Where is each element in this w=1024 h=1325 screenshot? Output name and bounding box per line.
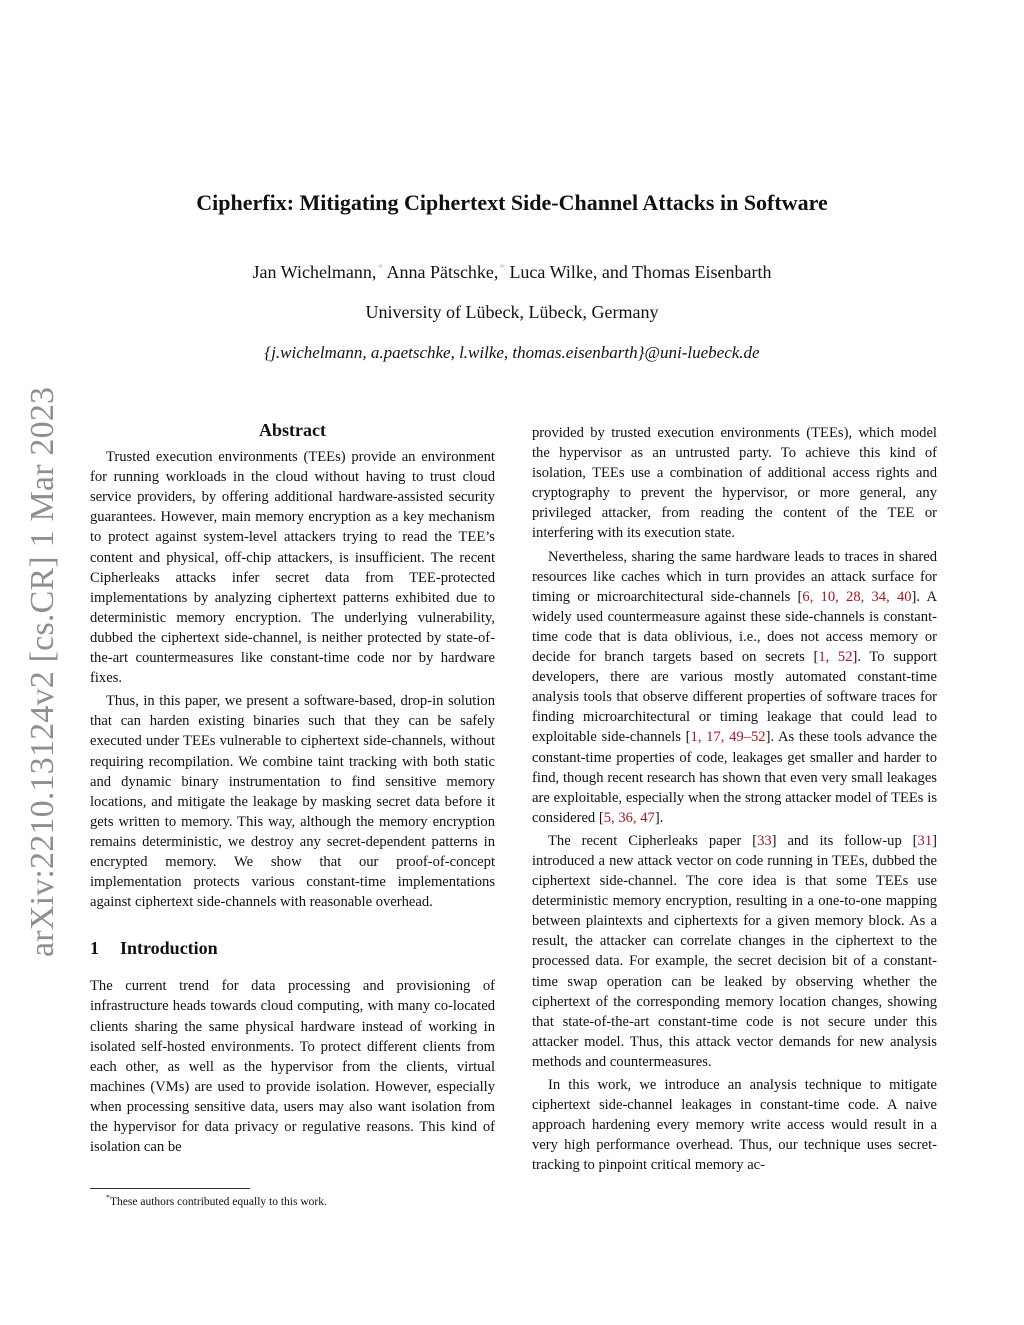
citation-link[interactable]: 1, 52 <box>818 649 853 666</box>
author-list <box>100 262 924 283</box>
author-name: Anna Pätschke, <box>386 262 499 282</box>
body-paragraph: The current trend for data processing and provisioning of infrastructure heads towards cloud computing, with many co-located clients sharing the same physical hardware instead of working in isolated self-hosted environments. To protect different clients from each other, as well as the hypervisor from the clients, virtual machines (VMs) are used to provide isolation. However, especially when processing sensitive data, users may also want isolation from the hypervisor for data privacy or regulative reasons. This kind of isolation can be <box>90 978 495 1156</box>
citation-link[interactable]: 5, 36, 47 <box>603 809 655 826</box>
left-column <box>90 420 495 1157</box>
arxiv-identifier: arXiv:2210.13124v2 [cs.CR] 1 Mar 2023 <box>24 386 61 958</box>
citation-link[interactable]: 6, 10, 28, 34, 40 <box>802 588 912 605</box>
paper-title: Cipherfix: Mitigating Ciphertext Side-Channel Attacks in Software <box>196 190 828 215</box>
body-paragraph: The recent Cipherleaks paper [33] and its follow-up [31] introduced a new attack vector on code running in TEEs, dubbed the ciphertext side-channel. The core idea is that some TEEs use deterministic memory encryption, resulting in a one-to-one mapping between plaintexts and ciphertexts for a given memory block. As a result, the attacker can correlate changes in the ciphertext to the processed data. For example, the secret decision bit of a constant-time swap operation can be leaked by observing whether the ciphertext of the corresponding memory location changes, showing that state-of-the-art constant-time code is not secure under this attacker model. Thus, this attack vector demands for new analysis methods and countermeasures. <box>532 832 938 1070</box>
footnote-text: These authors contributed equally to this work. <box>110 1195 327 1208</box>
equal-contribution-marker: * <box>499 262 505 274</box>
footnote <box>90 1193 495 1208</box>
footnote-marker: * <box>106 1193 110 1202</box>
citation-link[interactable]: 33 <box>757 832 772 849</box>
author-name: Jan Wichelmann, <box>252 262 377 282</box>
section-title: Introduction <box>120 938 218 959</box>
body-paragraph: provided by trusted execution environments (TEEs), which model the hypervisor as an untrusted party. To achieve this kind of isolation, TEEs use a combination of additional access rights and cryptography to prevent the hypervisor, or more general, any privileged attacker, from reading the content of the TEE or interfering with its execution state. <box>532 425 937 542</box>
abstract-heading: Abstract <box>259 420 326 440</box>
footnote-divider <box>90 1188 250 1189</box>
citation-link[interactable]: 31 <box>917 832 933 849</box>
abstract-paragraph: Trusted execution environments (TEEs) provide an environment for running workloads in the cloud without having to trust cloud service providers, by offering additional hardware-assisted security guarantees. However, main memory encryption as a key mechanism to protect against system-level attackers trying to read the TEE’s content and physical, off-chip attackers, is insufficient. The recent Cipherleaks attacks infer secret data from TEE-protected implementations by analyzing ciphertext patterns exhibited due to deterministic memory encryption. The underlying vulnerability, dubbed the ciphertext side-channel, is neither protected by state-of-the-art countermeasures like constant-time code nor by hardware fixes. <box>90 449 495 687</box>
author-names-rest: Luca Wilke, and Thomas Eisenbarth <box>509 262 772 282</box>
affiliation: University of Lübeck, Lübeck, Germany <box>365 302 659 322</box>
section-heading-introduction <box>90 938 495 958</box>
equal-contribution-marker: * <box>377 262 383 274</box>
section-number: 1 <box>90 938 99 959</box>
abstract-paragraph: Thus, in this paper, we present a software-based, drop-in solution that can harden existing binaries such that they can be safely executed under TEEs vulnerable to ciphertext side-channels, without requiring recompilation. We combine taint tracking with both static and dynamic binary instrumentation to find sensitive memory locations, and mitigate the leakage by masking secret data before it gets written to memory. This way, although the memory encryption remains deterministic, we destroy any secret-dependent patterns in encrypted memory. We show that our proof-of-concept implementation protects various constant-time implementations against ciphertext side-channels with reasonable overhead. <box>90 693 495 911</box>
right-column <box>532 423 937 1175</box>
body-paragraph: In this work, we introduce an analysis technique to mitigate ciphertext side-channel leakages in constant-time code. A naive approach hardening every memory write access would result in a very high performance overhead. Thus, our technique uses secret-tracking to pinpoint critical memory ac- <box>532 1077 937 1174</box>
body-paragraph: Nevertheless, sharing the same hardware leads to traces in shared resources like caches which in turn provides an attack surface for timing or microarchitectural side-channels [6, 10, 28, 34, 40]. A widely used countermeasure against these side-channels is constant-time code that is data oblivious, i.e., does not access memory or decide for branch targets based on secrets [1, 52]. To support developers, there are various mostly automated constant-time analysis tools that observe different properties of software traces for finding microarchitectural or timing leakage that could lead to exploitable side-channels [1, 17, 49–52]. As these tools advance the constant-time properties of code, leakages get smaller and harder to find, though recent research has shown that even very small leakages are exploitable, especially when the strong attacker model of TEEs is considered [5, 36, 47]. <box>532 548 938 826</box>
author-emails: {j.wichelmann, a.paetschke, l.wilke, thomas.eisenbarth}@uni-luebeck.de <box>264 343 760 362</box>
citation-link[interactable]: 1, 17, 49–52 <box>690 729 766 746</box>
